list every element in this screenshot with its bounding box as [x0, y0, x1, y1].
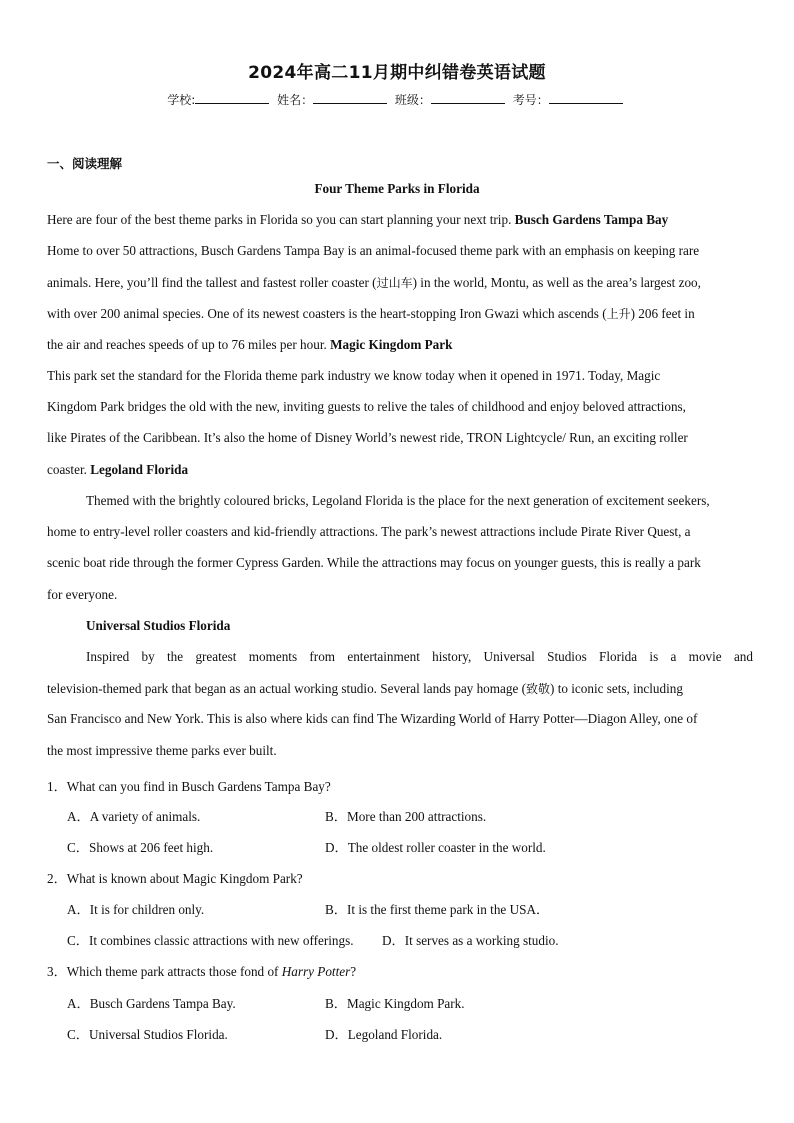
text-segment: television-themed park that began as an actual working studio. Several lands pay homage ( [47, 681, 526, 696]
text-segment: animals. Here, you’ll find the tallest and fastest roller coaster ( [47, 275, 377, 290]
school-blank[interactable] [195, 91, 269, 104]
passage-line: This park set the standard for the Florida theme park industry we know today when it opened in 1971. Today, Magic [47, 368, 661, 383]
question-3-stem [47, 961, 356, 980]
text-segment: ) 206 feet in [630, 306, 695, 321]
question-text: What is known about Magic Kingdom Park? [66, 871, 303, 886]
question-number: 2． [47, 871, 67, 886]
class-blank[interactable] [431, 91, 505, 104]
passage-line: like Pirates of the Caribbean. It’s also the home of Disney World’s newest ride, TRON Lightcycle/ Run, an exciting roller [47, 430, 688, 445]
exam-number-label: 考号： [512, 93, 549, 107]
class-label: 班级： [394, 93, 431, 107]
passage-line [47, 462, 188, 478]
school-label: 学校: [167, 93, 196, 107]
passage-line: home to entry-level roller coasters and kid-friendly attractions. The park’s newest attractions include Pirate River Quest, a [47, 524, 691, 539]
question-text-italic: Harry Potter [281, 964, 351, 979]
question-text: What can you find in Busch Gardens Tampa Bay? [66, 779, 331, 794]
chinese-gloss: 过山车 [376, 276, 413, 290]
question-number: 1． [47, 779, 67, 794]
text-segment: ) in the world, Montu, as well as the area’s largest zoo, [412, 275, 701, 290]
passage-intro: Here are four of the best theme parks in Florida so you can start planning your next trip. [47, 212, 512, 227]
chinese-gloss: 致敬 [526, 682, 551, 696]
q1-option-d[interactable]: D．The oldest roller coaster in the world. [325, 840, 546, 855]
text-segment: with over 200 animal species. One of its newest coasters is the heart-stopping Iron Gwazi which ascends ( [47, 306, 607, 321]
passage-line: San Francisco and New York. This is also where kids can find The Wizarding World of Harry Potter—Diagon Alley, one of [47, 711, 698, 726]
park-heading-busch: Busch Gardens Tampa Bay [514, 212, 669, 227]
name-label: 姓名： [277, 93, 314, 107]
passage-line [47, 305, 695, 322]
text-segment: ) to iconic sets, including [550, 681, 683, 696]
q1-option-c[interactable]: C．Shows at 206 feet high. [67, 840, 214, 855]
q1-option-a[interactable]: A．A variety of animals. [67, 809, 201, 824]
passage-line: Kingdom Park bridges the old with the new, inviting guests to relive the tales of childhood and enjoy beloved attractions, [47, 399, 686, 414]
question-2-stem [47, 868, 303, 887]
passage-line [47, 337, 452, 353]
q3-option-a[interactable]: A．Busch Gardens Tampa Bay. [67, 996, 236, 1011]
question-number: 3． [47, 964, 67, 979]
passage-line: for everyone. [47, 587, 118, 602]
q2-option-b[interactable]: B．It is the first theme park in the USA． [325, 902, 550, 917]
question-text: Which theme park attracts those fond of [66, 964, 282, 979]
passage-title: Four Theme Parks in Florida [314, 181, 480, 196]
q2-option-d[interactable]: D．It serves as a working studio. [382, 933, 559, 948]
park-heading-magic-kingdom: Magic Kingdom Park [330, 337, 453, 352]
passage-line: Themed with the brightly coloured bricks, Legoland Florida is the place for the next generation of excitement seekers, [86, 493, 710, 508]
q1-option-b[interactable]: B．More than 200 attractions. [325, 809, 487, 824]
q3-option-d[interactable]: D．Legoland Florida. [325, 1027, 443, 1042]
passage-line: scenic boat ride through the former Cypress Garden. While the attractions may focus on younger guests, this is really a park [47, 555, 701, 570]
exam-number-blank[interactable] [549, 91, 623, 104]
student-info-row [0, 91, 794, 108]
q2-option-c[interactable]: C．It combines classic attractions with new offerings. [67, 933, 354, 948]
passage-line [47, 680, 683, 697]
passage-line: Inspired by the greatest moments from entertainment history, Universal Studios Florida is a movie and [86, 649, 753, 664]
q2-option-a[interactable]: A．It is for children only. [67, 902, 205, 917]
question-1-stem [47, 776, 331, 795]
passage-line: Home to over 50 attractions, Busch Gardens Tampa Bay is an animal-focused theme park with an emphasis on keeping rare [47, 243, 700, 258]
text-segment: coaster. [47, 462, 87, 477]
section-heading: 一、阅读理解 [47, 156, 123, 171]
q3-option-b[interactable]: B．Magic Kingdom Park. [325, 996, 465, 1011]
chinese-gloss: 上升 [606, 307, 631, 321]
name-blank[interactable] [313, 91, 387, 104]
question-text: ? [350, 964, 357, 979]
page-title: 2024年高二11月期中纠错卷英语试题 [248, 63, 546, 83]
text-segment: the air and reaches speeds of up to 76 miles per hour. [47, 337, 327, 352]
passage-line: the most impressive theme parks ever built. [47, 743, 277, 758]
q3-option-c[interactable]: C．Universal Studios Florida. [67, 1027, 228, 1042]
park-heading-legoland: Legoland Florida [90, 462, 189, 477]
passage-line [47, 212, 668, 228]
park-heading-universal: Universal Studios Florida [86, 618, 231, 633]
passage-line [47, 274, 701, 291]
